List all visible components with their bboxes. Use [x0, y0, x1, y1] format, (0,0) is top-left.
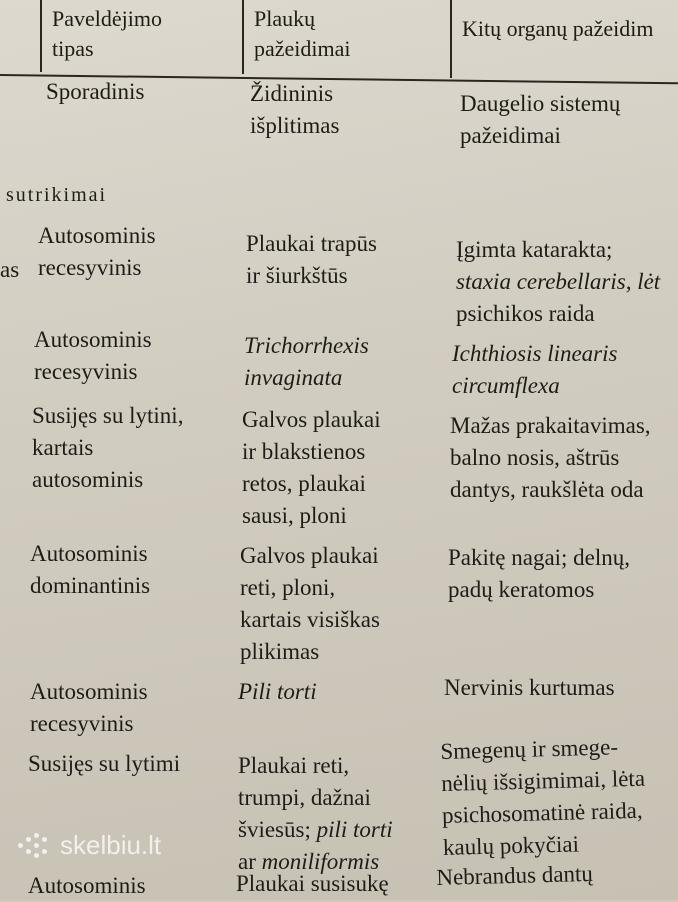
cell-line: Nebrandus dantų [436, 860, 594, 890]
cell-line: kartais [32, 435, 94, 460]
watermark-dots-icon [18, 833, 52, 859]
cell-line: Susijęs su lytimi [28, 751, 181, 776]
cell-line: recesyvinis [34, 359, 138, 384]
cell-line: dantys, raukšlėta oda [450, 477, 644, 502]
left-margin-fragment: as [0, 257, 20, 282]
cell-line: Galvos plaukai [242, 407, 381, 432]
cell-line: recesyvinis [38, 255, 142, 280]
cell-line: Plaukai susisukę [236, 871, 389, 896]
cell-line: dominantinis [30, 573, 151, 598]
cell-line-part: moniliformis [261, 849, 380, 874]
row-8-hair [236, 868, 389, 900]
row-7-other [440, 731, 647, 864]
cell-line: balno nosis, aštrūs [450, 445, 620, 470]
cell-line: psichikos raida [456, 301, 595, 326]
cell-line-part: ar [238, 849, 262, 874]
cell-line: Ichthiosis linearis [452, 341, 618, 366]
row-6-inheritance [30, 676, 148, 740]
row-7-hair [238, 750, 393, 878]
cell-line: plikimas [240, 639, 320, 664]
header-divider-1 [40, 0, 42, 72]
cell-line: Autosominis [30, 541, 148, 566]
cell-line: Židininis [250, 81, 334, 106]
cell-line: staxia cerebellaris, lėt [456, 269, 661, 294]
cell-line: nėlių išsigimimai, lėta [440, 765, 646, 796]
cell-line: Nervinis kurtumas [444, 675, 615, 700]
cell-line: psichosomatinė raida, [441, 797, 643, 828]
row-6-hair [238, 676, 317, 708]
cell-line: retos, plaukai [242, 471, 366, 496]
header-inheritance-line: Paveldėjimo [52, 6, 162, 31]
row-4-other [450, 410, 651, 506]
cell-line: Smegenų ir smege- [440, 734, 619, 764]
header-divider-3 [450, 0, 452, 78]
cell-line: pažeidimai [460, 123, 561, 148]
section-label: sutrikimai [6, 184, 108, 206]
cell-line: recesyvinis [30, 711, 134, 736]
row-2-hair [246, 228, 377, 292]
header-inheritance-line: tipas [52, 36, 94, 61]
row-5-hair [240, 540, 380, 668]
cell-line: Autosominis [30, 679, 148, 704]
cell-line: ir šiurkštūs [246, 263, 348, 288]
cell-line: Galvos plaukai [240, 543, 379, 568]
cell-line: autosominis [32, 467, 144, 492]
cell-line: invaginata [244, 365, 343, 390]
header-other-line: Kitų organų pažeidim [462, 16, 654, 41]
row-4-inheritance [32, 400, 183, 496]
cell-line: Pili torti [238, 679, 317, 704]
cell-line: Įgimta katarakta; [456, 237, 613, 262]
row-8-other [436, 858, 593, 894]
cell-line [238, 814, 393, 846]
row-7-inheritance [28, 748, 180, 780]
cell-line: Autosominis [28, 873, 146, 898]
header-hair [254, 4, 351, 64]
cell-line: padų keratomos [448, 577, 595, 602]
cell-line-part: pili torti [316, 817, 393, 842]
row-3-hair [244, 330, 369, 394]
cell-line: Autosominis [38, 223, 156, 248]
row-1-hair [250, 78, 339, 142]
row-5-inheritance [30, 538, 150, 602]
watermark [18, 830, 161, 861]
header-divider-2 [242, 0, 244, 74]
cell-line: ir blakstienos [242, 439, 366, 464]
row-6-other [444, 672, 615, 704]
row-5-other [448, 542, 630, 606]
watermark-text: skelbiu.lt [60, 830, 162, 860]
cell-line: reti, ploni, [240, 575, 336, 600]
cell-line: išplitimas [250, 113, 340, 138]
cell-line-part: šviesūs; [238, 817, 317, 842]
cell-line: Plaukai reti, [238, 753, 350, 778]
row-4-hair [242, 404, 381, 532]
header-hair-line: pažeidimai [254, 36, 351, 61]
cell-line: Daugelio sistemų [460, 91, 621, 116]
row-1-other [460, 88, 620, 152]
cell-line: Pakitę nagai; delnų, [448, 545, 631, 570]
cell-line: sausi, ploni [242, 503, 347, 528]
header-other [462, 14, 653, 44]
row-3-other [452, 338, 617, 402]
row-1-inheritance [46, 76, 144, 108]
cell-line: Mažas prakaitavimas, [450, 413, 651, 438]
cell-line: Plaukai trapūs [246, 231, 377, 256]
cell-line: kaulų pokyčiai [442, 831, 580, 860]
cell-line: Susijęs su lytini, [32, 403, 184, 428]
header-inheritance [52, 4, 162, 64]
row-8-inheritance [28, 870, 146, 902]
cell-line: circumflexa [452, 373, 560, 398]
cell-line: Trichorrhexis [244, 333, 369, 358]
cell-line: Sporadinis [46, 79, 145, 104]
row-2-inheritance [38, 220, 156, 284]
cell-line: kartais visiškas [240, 607, 380, 632]
row-2-other [456, 234, 660, 330]
header-hair-line: Plaukų [254, 6, 316, 31]
cell-line: trumpi, dažnai [238, 785, 371, 810]
cell-line: Autosominis [34, 327, 152, 352]
row-3-inheritance [34, 324, 152, 388]
